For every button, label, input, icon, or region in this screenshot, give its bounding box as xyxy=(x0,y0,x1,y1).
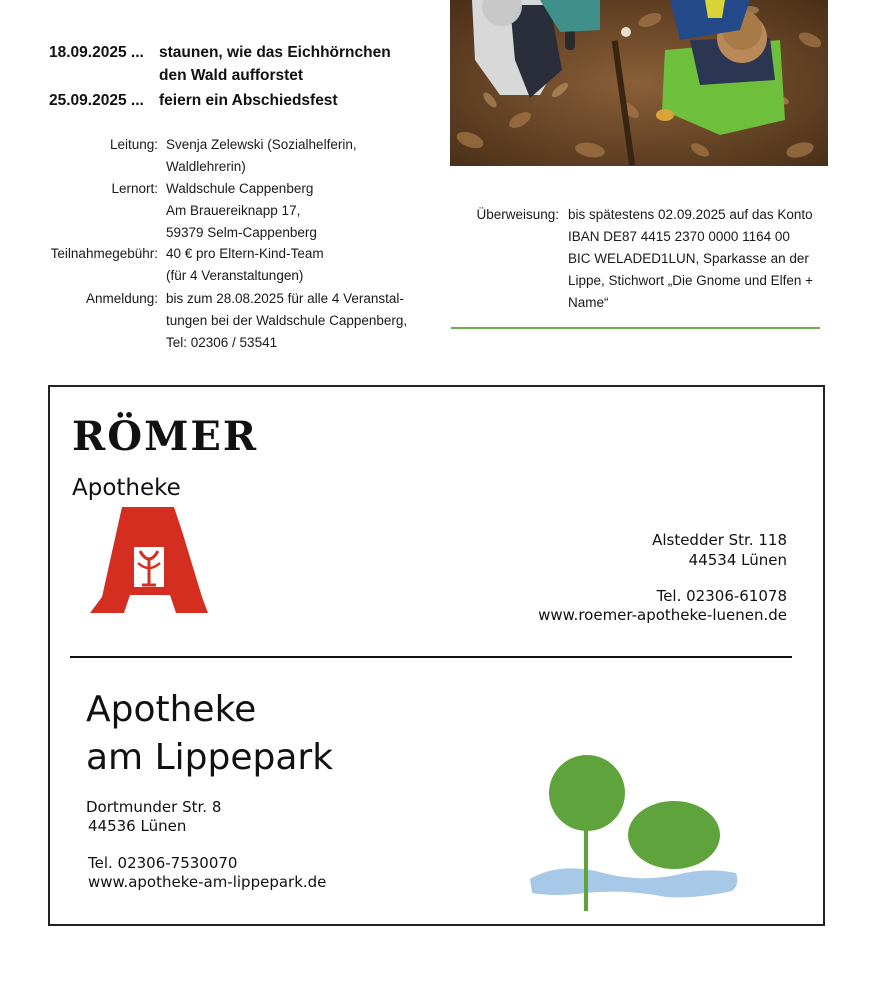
transfer-label: Überweisung: xyxy=(476,207,559,222)
leitung-value-2: Waldlehrerin) xyxy=(166,159,246,174)
schedule-text-1b: den Wald aufforstet xyxy=(159,67,304,84)
transfer-value-2: IBAN DE87 4415 2370 0000 1164 00 xyxy=(568,229,790,244)
lippepark-tree-river-logo-icon xyxy=(526,751,746,921)
lernort-value-2: Am Brauereiknapp 17, xyxy=(166,203,301,218)
anmeldung-value-2: tungen bei der Waldschule Cappenberg, xyxy=(166,313,408,328)
transfer-value-4: Lippe, Stichwort „Die Gnome und Elfen + xyxy=(568,273,814,288)
schedule-date-1: 18.09.2025 ... xyxy=(49,44,144,61)
gebuehr-value-2: (für 4 Veranstaltungen) xyxy=(166,268,304,283)
apotheke-a-logo-icon xyxy=(90,507,210,617)
transfer-value-5: Name“ xyxy=(568,295,609,310)
ad-divider xyxy=(70,656,792,658)
roemer-logo: RÖMER xyxy=(72,413,259,460)
transfer-value-3: BIC WELADED1LUN, Sparkasse an der xyxy=(568,251,809,266)
lippepark-title-1: Apotheke xyxy=(86,689,257,730)
anmeldung-value-3: Tel: 02306 / 53541 xyxy=(166,335,278,350)
roemer-city: 44534 Lünen xyxy=(688,551,787,569)
leitung-label: Leitung: xyxy=(109,137,158,152)
leitung-value-1: Svenja Zelewski (Sozialhelferin, xyxy=(166,137,357,152)
lernort-value-1: Waldschule Cappenberg xyxy=(166,181,314,196)
lernort-label: Lernort: xyxy=(111,181,158,196)
divider-green xyxy=(451,327,820,329)
lernort-value-3: 59379 Selm-Cappenberg xyxy=(166,225,317,240)
transfer-value-1: bis spätestens 02.09.2025 auf das Konto xyxy=(568,207,813,222)
roemer-street: Alstedder Str. 118 xyxy=(652,531,787,549)
schedule-date-2: 25.09.2025 ... xyxy=(49,92,144,109)
lippepark-website[interactable]: www.apotheke-am-lippepark.de xyxy=(88,873,327,891)
roemer-phone: Tel. 02306-61078 xyxy=(656,587,787,605)
anmeldung-label: Anmeldung: xyxy=(85,291,158,306)
lippepark-city: 44536 Lünen xyxy=(88,817,187,835)
roemer-subtitle: Apotheke xyxy=(72,475,181,501)
schedule-text-2: feiern ein Abschiedsfest xyxy=(159,92,338,109)
schedule-text-1a: staunen, wie das Eichhörnchen xyxy=(159,44,391,61)
pharmacy-ad-box xyxy=(48,385,825,926)
lippepark-street: Dortmunder Str. 8 xyxy=(86,798,222,816)
transfer-block xyxy=(440,0,874,330)
lippepark-phone: Tel. 02306-7530070 xyxy=(88,854,238,872)
lippepark-title-2: am Lippepark xyxy=(86,737,334,778)
anmeldung-value-1: bis zum 28.08.2025 für alle 4 Veranstal- xyxy=(166,291,404,306)
details-block xyxy=(0,0,440,360)
gebuehr-value-1: 40 € pro Eltern-Kind-Team xyxy=(166,246,324,261)
roemer-website[interactable]: www.roemer-apotheke-luenen.de xyxy=(538,606,787,624)
gebuehr-label: Teilnahmegebühr: xyxy=(50,246,158,261)
